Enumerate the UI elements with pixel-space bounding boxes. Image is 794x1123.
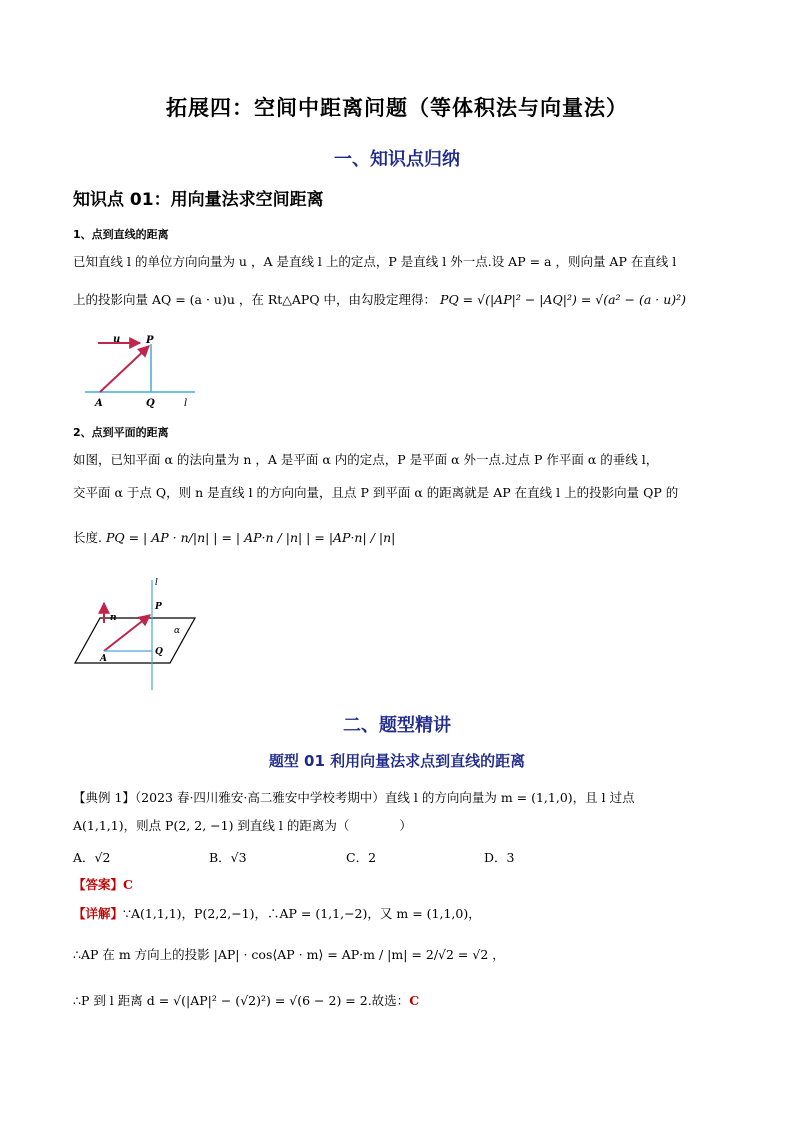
label-p: P (146, 335, 154, 346)
option-c: C．2 (346, 850, 377, 865)
paragraph-line-2-text: 上的投影向量 AQ = (a · u)u ，在 Rt△APQ 中，由勾股定理得： (73, 292, 437, 307)
problem-type-heading: 题型 01 利用向量法求点到直线的距离 (268, 752, 526, 770)
detail-line-3-text: ∴P 到 l 距离 d = √(|AP|² − (√2)²) = √(6 − 2) = 2.故选： (73, 993, 410, 1008)
option-d: D．3 (484, 850, 515, 865)
label-l: l (184, 398, 188, 409)
label-n: n (110, 613, 117, 623)
paragraph-line-2 (73, 290, 723, 310)
example-line-2: A(1,1,1)，则点 P(2, 2, −1) 到直线 l 的距离为（ ） (73, 818, 412, 833)
paragraph-plane-line-1: 如图，已知平面 α 的法向量为 n ，A 是平面 α 内的定点，P 是平面 α 外一点.过点 P 作平面 α 的垂线 l， (73, 452, 659, 467)
label-l: l (155, 578, 158, 588)
option-b: B．√3 (209, 850, 247, 865)
option-a: A．√2 (73, 850, 111, 865)
subheading-point-to-plane: 2、点到平面的距离 (73, 426, 169, 439)
label-q: Q (155, 647, 163, 657)
detail-line-1-text: ∵A(1,1,1)，P(2,2,−1)，∴AP = (1,1,−2)，又 m = (1,1,0)， (123, 906, 481, 921)
vector-ap (100, 346, 149, 392)
paragraph-plane-line-2: 交平面 α 于点 Q，则 n 是直线 l 的方向向量，且点 P 到平面 α 的距离就是 AP 在直线 l 上的投影向量 QP 的 (73, 485, 679, 500)
section-heading-problem-types: 二、题型精讲 (343, 715, 451, 736)
label-u: u (113, 334, 121, 345)
length-label: 长度. (73, 530, 102, 545)
figure-point-to-line (85, 330, 205, 415)
knowledge-point-heading: 知识点 01：用向量法求空间距离 (73, 190, 324, 210)
example-line-1: 【典例 1】（2023 春·四川雅安·高二雅安中学校考期中）直线 l 的方向向量为 m = (1,1,0)，且 l 过点 (73, 790, 635, 805)
label-a: A (95, 398, 103, 409)
detail-line-3 (73, 991, 723, 1011)
detail-line-1 (73, 904, 723, 924)
label-q: Q (146, 398, 155, 409)
detail-choice: C (409, 993, 420, 1008)
detail-line-2: ∴AP 在 m 方向上的投影 |AP| · cos⟨AP · m⟩ = AP·m / |m| = 2/√2 = √2 ， (73, 947, 505, 962)
plane-alpha (75, 618, 195, 663)
answer-value: C (123, 877, 133, 892)
label-p: P (155, 602, 162, 612)
distance-formula: PQ = | AP · n/|n| | = | AP·n / |n| | = |AP·n| / |n| (105, 530, 396, 545)
label-a: A (100, 654, 107, 664)
page-title: 拓展四：空间中距离问题（等体积法与向量法） (166, 96, 628, 120)
subheading-point-to-line: 1、点到直线的距离 (73, 228, 169, 241)
label-alpha: α (174, 626, 181, 636)
paragraph-line-1: 已知直线 l 的单位方向向量为 u ，A 是直线 l 上的定点，P 是直线 l 外一点.设 AP = a ，则向量 AP 在直线 l (73, 254, 677, 269)
answer-line (73, 875, 723, 895)
section-heading-knowledge: 一、知识点归纳 (334, 149, 460, 170)
detail-label: 【详解】 (73, 906, 124, 921)
paragraph-plane-line-3 (73, 528, 723, 548)
figure-point-to-plane (70, 575, 200, 690)
answer-label: 【答案】 (73, 877, 124, 892)
pythagoras-formula: PQ = √(|AP|² − |AQ|²) = √(a² − (a · u)²) (440, 292, 687, 307)
